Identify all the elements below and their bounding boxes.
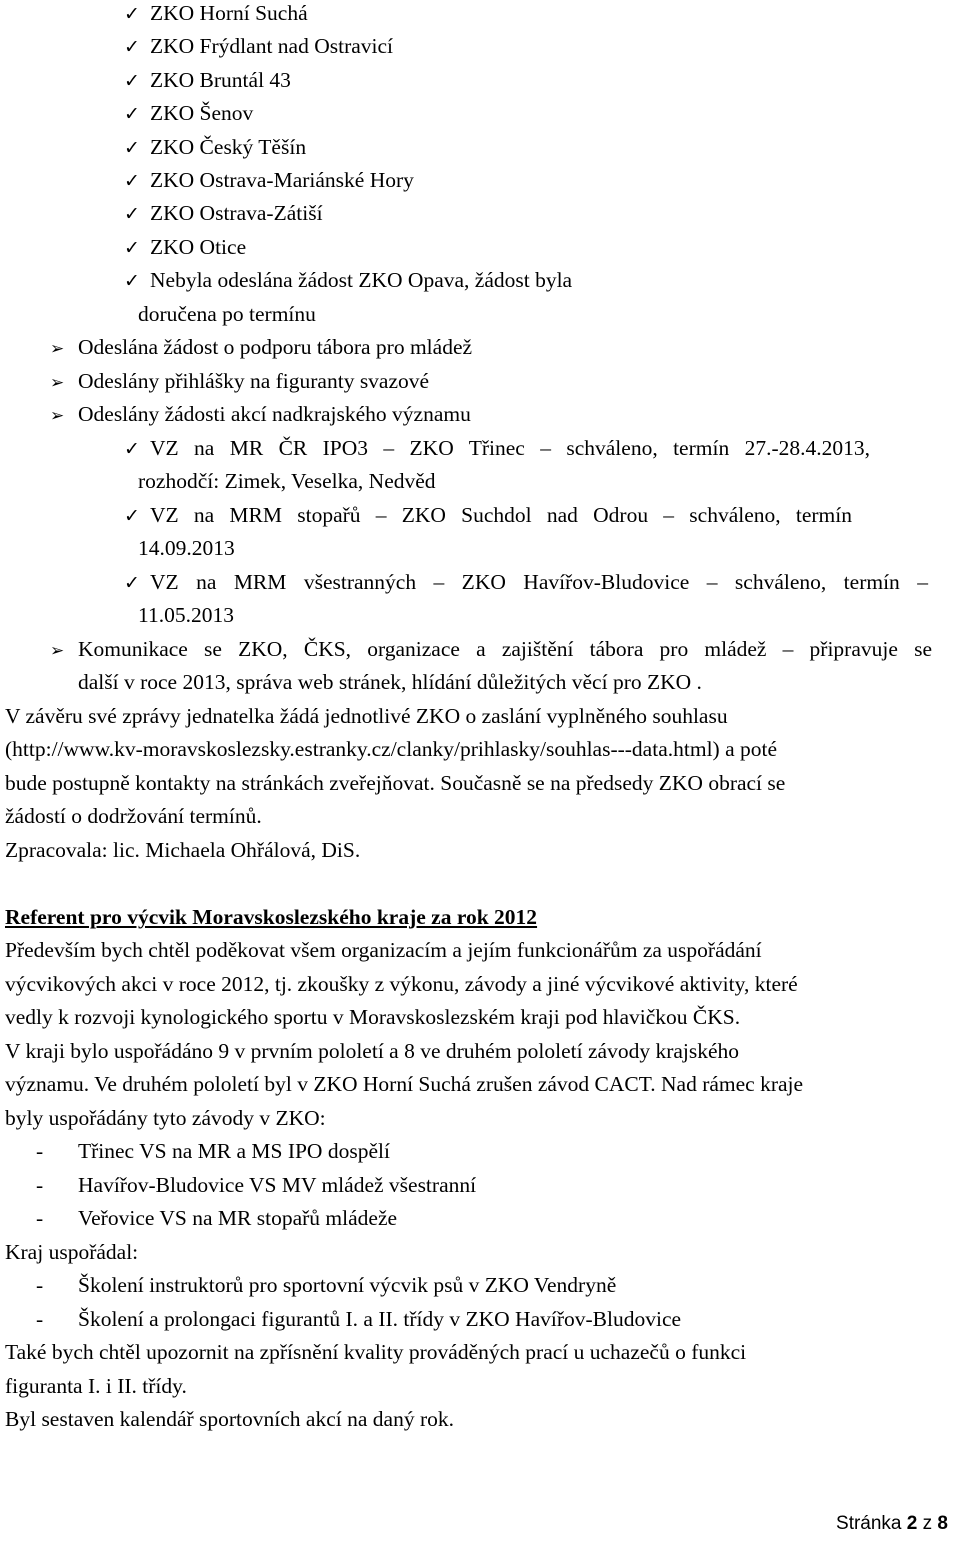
list-item-continuation: 14.09.2013 bbox=[138, 536, 235, 560]
list-item: ✓ VZ na MRM všestranných – ZKO Havířov-Bludovice – schváleno, termín – bbox=[124, 566, 928, 600]
arrow-item: ➢ Odeslány přihlášky na figuranty svazové bbox=[50, 365, 429, 400]
arrow-bullet-icon: ➢ bbox=[50, 373, 65, 393]
check-icon: ✓ bbox=[124, 137, 140, 159]
dash-item: - Veřovice VS na MR stopařů mládeže bbox=[36, 1202, 397, 1235]
paragraph-line: žádostí o dodržování termínů. bbox=[5, 804, 262, 828]
dash-bullet: - bbox=[36, 1173, 44, 1197]
check-icon: ✓ bbox=[124, 103, 140, 125]
arrow-item-continuation: další v roce 2013, správa web stránek, hlídání důležitých věcí pro ZKO . bbox=[78, 670, 702, 694]
check-icon: ✓ bbox=[124, 36, 140, 58]
arrow-item: ➢ Komunikace se ZKO, ČKS, organizace a zajištění tábora pro mládež – připravuje se bbox=[50, 633, 932, 668]
paragraph-line: výcvikových akci v roce 2012, tj. zkoušky z výkonu, závody a jiné výcvikové aktivity, které bbox=[5, 972, 798, 996]
check-icon: ✓ bbox=[124, 70, 140, 92]
list-item: ✓ Nebyla odeslána žádost ZKO Opava, žádost byla bbox=[124, 264, 572, 298]
signature: Zpracovala: lic. Michaela Ohřálová, DiS. bbox=[5, 838, 361, 862]
page-footer bbox=[836, 1513, 948, 1535]
dash-bullet: - bbox=[36, 1273, 44, 1297]
check-icon: ✓ bbox=[124, 438, 140, 460]
section-title: Referent pro výcvik Moravskoslezského kraje za rok 2012 bbox=[5, 905, 538, 929]
paragraph-line: byly uspořádány tyto závody v ZKO: bbox=[5, 1106, 326, 1130]
paragraph-line: V závěru své zprávy jednatelka žádá jednotlivé ZKO o zaslání vyplněného souhlasu bbox=[5, 704, 728, 728]
check-icon: ✓ bbox=[124, 572, 140, 594]
paragraph-line: Především bych chtěl poděkovat všem organizacím a jejím funkcionářům za uspořádání bbox=[5, 938, 762, 962]
dash-item: - Havířov-Bludovice VS MV mládež všestranní bbox=[36, 1169, 476, 1202]
dash-item: - Třinec VS na MR a MS IPO dospělí bbox=[36, 1135, 390, 1168]
paragraph-line: (http://www.kv-moravskoslezsky.estranky.cz/clanky/prihlasky/souhlas---data.html) a poté bbox=[5, 737, 778, 761]
current-page-number: 2 bbox=[906, 1513, 918, 1534]
arrow-bullet-icon: ➢ bbox=[50, 339, 65, 359]
paragraph-line: významu. Ve druhém pololetí byl v ZKO Horní Suchá zrušen závod CACT. Nad rámec kraje bbox=[5, 1072, 804, 1096]
list-item: ✓ ZKO Šenov bbox=[124, 97, 253, 131]
dash-bullet: - bbox=[36, 1307, 44, 1331]
list-item: ✓ ZKO Ostrava-Zátiší bbox=[124, 197, 323, 231]
arrow-item: ➢ Odeslány žádosti akcí nadkrajského významu bbox=[50, 398, 471, 433]
dash-bullet: - bbox=[36, 1206, 44, 1230]
check-icon: ✓ bbox=[124, 270, 140, 292]
list-item-continuation: rozhodčí: Zimek, Veselka, Nedvěd bbox=[138, 469, 436, 493]
list-item: ✓ VZ na MR ČR IPO3 – ZKO Třinec – schváleno, termín 27.-28.4.2013, bbox=[124, 432, 870, 466]
list-item: ✓ ZKO Český Těšín bbox=[124, 131, 306, 165]
arrow-bullet-icon: ➢ bbox=[50, 406, 65, 426]
check-icon: ✓ bbox=[124, 505, 140, 527]
paragraph-line: Také bych chtěl upozornit na zpřísnění kvality prováděných prací u uchazečů o funkci bbox=[5, 1340, 747, 1364]
list-item: ✓ ZKO Frýdlant nad Ostravicí bbox=[124, 30, 393, 64]
list-item-continuation: 11.05.2013 bbox=[138, 603, 234, 627]
list-item-continuation: doručena po termínu bbox=[138, 302, 316, 326]
list-item: ✓ ZKO Bruntál 43 bbox=[124, 64, 291, 98]
dash-bullet: - bbox=[36, 1139, 44, 1163]
total-pages: 8 bbox=[937, 1513, 948, 1534]
list-item: ✓ ZKO Otice bbox=[124, 231, 246, 265]
list-item: ✓ ZKO Ostrava-Mariánské Hory bbox=[124, 164, 414, 198]
paragraph-line: bude postupně kontakty na stránkách zveřejňovat. Současně se na předsedy ZKO obrací se bbox=[5, 771, 786, 795]
list-item: ✓ VZ na MRM stopařů – ZKO Suchdol nad Odrou – schváleno, termín bbox=[124, 499, 852, 533]
check-icon: ✓ bbox=[124, 237, 140, 259]
arrow-item: ➢ Odeslána žádost o podporu tábora pro mládež bbox=[50, 331, 472, 366]
arrow-bullet-icon: ➢ bbox=[50, 641, 65, 661]
list-item: ✓ ZKO Horní Suchá bbox=[124, 0, 308, 31]
footer-separator: z bbox=[922, 1513, 933, 1534]
dash-item: - Školení a prolongaci figurantů I. a II. třídy v ZKO Havířov-Bludovice bbox=[36, 1303, 681, 1336]
paragraph-line: figuranta I. i II. třídy. bbox=[5, 1374, 187, 1398]
paragraph-line: Kraj uspořádal: bbox=[5, 1240, 139, 1264]
paragraph-line: V kraji bylo uspořádáno 9 v prvním pololetí a 8 ve druhém pololetí závody krajského bbox=[5, 1039, 740, 1063]
dash-item: - Školení instruktorů pro sportovní výcvik psů v ZKO Vendryně bbox=[36, 1269, 616, 1302]
paragraph-line: Byl sestaven kalendář sportovních akcí na daný rok. bbox=[5, 1407, 454, 1431]
check-icon: ✓ bbox=[124, 203, 140, 225]
footer-label: Stránka bbox=[836, 1513, 902, 1534]
check-icon: ✓ bbox=[124, 3, 140, 25]
check-icon: ✓ bbox=[124, 170, 140, 192]
paragraph-line: vedly k rozvoji kynologického sportu v Moravskoslezském kraji pod hlavičkou ČKS. bbox=[5, 1005, 741, 1029]
